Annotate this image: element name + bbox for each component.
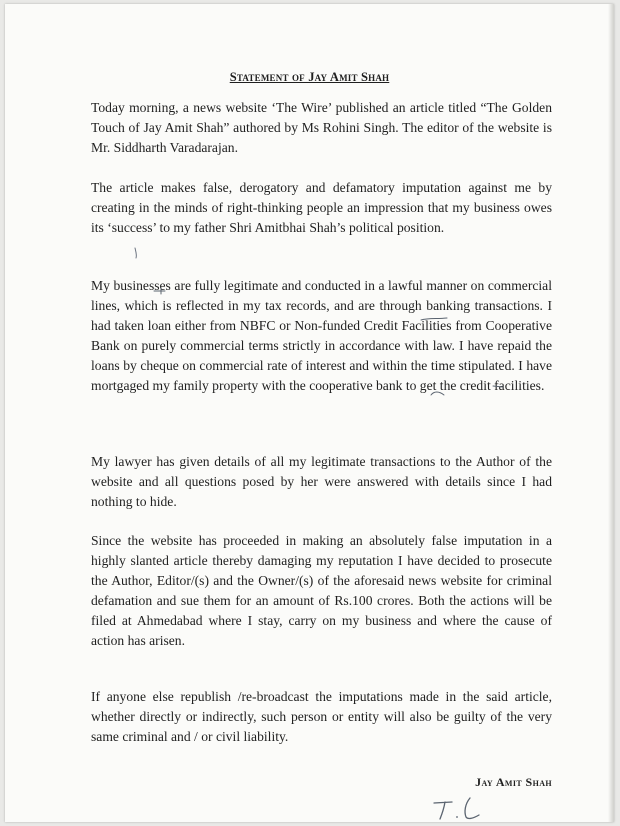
paragraph-1: Today morning, a news website ‘The Wire’ published an article titled “The Golden Touch of Jay Amit Shah” authored by Ms Rohini Singh. The editor of the website is Mr. Siddharth Varadarajan. — [91, 100, 552, 155]
handwritten-signature — [430, 794, 490, 822]
paragraph-4: My lawyer has given details of all my legitimate transactions to the Author of the website and all questions posed by her were answered with details since I had nothing to hide. — [91, 454, 552, 509]
pen-mark — [419, 313, 449, 325]
pen-mark — [132, 246, 142, 260]
document-page — [5, 4, 614, 822]
pen-mark — [491, 383, 505, 393]
paragraph-2: The article makes false, derogatory and defamatory imputation against me by creating in the minds of right-thinking people an impression that my business owes its ‘success’ to my father Shri Amitbhai Shah’s political position. — [91, 180, 552, 235]
paragraph-5: Since the website has proceeded in making an absolutely false imputation in a highly slanted article thereby damaging my reputation I have decided to prosecute the Author, Editor/(s) and the Owner/(s) of the aforesaid news website for criminal defamation and sue them for an amount of Rs.100 crores. Both the actions will be filed at Ahmedabad where I stay, carry on my business and where the cause of action has arisen. — [91, 533, 552, 648]
statement-title: Statement of Jay Amit Shah — [229, 70, 390, 84]
paragraph-3: My businesses are fully legitimate and conducted in a lawful manner on commercial lines, which is reflected in my tax records, and are through banking transactions. I had taken loan either from NBFC or Non-funded Credit Facilities from Cooperative Bank on purely commercial terms strictly in accordance with law. I have repaid the loans by cheque on commercial rate of interest and within the time stipulated. I have mortgaged my family property with the cooperative bank to get the credit facilities. — [91, 278, 552, 393]
paragraph-6: If anyone else republish /re-broadcast the imputations made in the said article, whether directly or indirectly, such person or entity will also be guilty of the very same criminal and / or civil liability. — [91, 689, 552, 744]
pen-mark — [152, 287, 168, 295]
pen-mark — [429, 389, 447, 399]
page-edge-shadow — [608, 4, 614, 822]
signature-name: Jay Amit Shah — [475, 775, 552, 789]
